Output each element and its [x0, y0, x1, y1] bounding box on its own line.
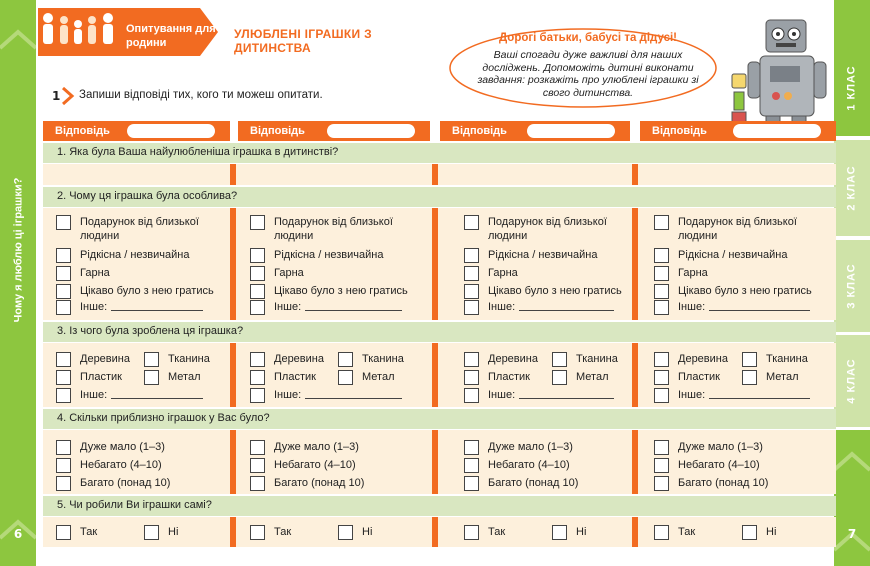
- answer-option[interactable]: [464, 476, 578, 491]
- option-label: Багато (понад 10): [678, 477, 769, 489]
- answer-option[interactable]: [464, 458, 570, 473]
- answer-option[interactable]: [56, 370, 122, 385]
- column-divider: [230, 164, 236, 185]
- answer-option[interactable]: [552, 352, 618, 367]
- checkbox[interactable]: [742, 525, 757, 540]
- checkbox[interactable]: [144, 352, 159, 367]
- checkbox[interactable]: [338, 352, 353, 367]
- answer-option[interactable]: [654, 388, 810, 403]
- grade-tab-4[interactable]: [834, 335, 870, 427]
- page-title: УЛЮБЛЕНІ ІГРАШКИ З ДИТИНСТВА: [234, 27, 372, 55]
- option-label: Подарунок від близької людини: [80, 216, 199, 242]
- option-label: Пластик: [274, 371, 316, 383]
- answer-option[interactable]: [464, 370, 530, 385]
- grade-tab-label: 3 КЛАС: [846, 263, 859, 309]
- write-in-line[interactable]: [519, 388, 614, 399]
- option-label: Цікаво було з нею гратись: [274, 285, 408, 297]
- answer-option[interactable]: [250, 266, 304, 281]
- option-label: Рідкісна / незвичайна: [274, 249, 384, 261]
- family-icon: [38, 8, 118, 48]
- option-label: Деревина: [80, 353, 130, 365]
- option-label: Інше:: [488, 389, 516, 401]
- column-divider: [632, 164, 638, 185]
- column-divider: [632, 517, 638, 547]
- option-label: Інше:: [678, 389, 706, 401]
- right-sidebar: [834, 0, 870, 566]
- checkbox[interactable]: [144, 525, 159, 540]
- option-label: Інше:: [274, 301, 302, 313]
- option-label: Дуже мало (1–3): [488, 441, 573, 453]
- grade-tab-label: 2 КЛАС: [846, 165, 859, 211]
- checkbox[interactable]: [552, 525, 567, 540]
- answer-option[interactable]: [654, 284, 812, 299]
- option-label: Метал: [362, 371, 395, 383]
- answer-column-header: [43, 121, 230, 141]
- answer-column-label: Відповідь: [55, 125, 110, 137]
- checkbox[interactable]: [464, 215, 479, 230]
- answer-column-label: Відповідь: [452, 125, 507, 137]
- answer-option[interactable]: [250, 248, 383, 263]
- column-divider: [432, 208, 438, 320]
- answer-option[interactable]: [654, 248, 787, 263]
- speech-bubble: [448, 27, 718, 109]
- column-divider: [432, 430, 438, 494]
- option-label: Тканина: [766, 353, 808, 365]
- answer-option[interactable]: [56, 476, 170, 491]
- checkbox[interactable]: [250, 525, 265, 540]
- checkbox[interactable]: [654, 388, 669, 403]
- answer-column-headers: [43, 121, 836, 141]
- grade-tab-label: 4 КЛАС: [846, 358, 859, 404]
- checkbox[interactable]: [56, 284, 71, 299]
- answer-option[interactable]: [144, 525, 178, 540]
- answer-option[interactable]: [742, 525, 776, 540]
- option-label: Подарунок від близької людини: [488, 216, 607, 242]
- answer-option[interactable]: [654, 440, 763, 455]
- answer-option[interactable]: [654, 476, 768, 491]
- checkbox[interactable]: [56, 525, 71, 540]
- option-label: Метал: [168, 371, 201, 383]
- question-text: 5. Чи робили Ви іграшки самі?: [57, 499, 212, 511]
- answer-option[interactable]: [250, 440, 359, 455]
- column-divider: [230, 208, 236, 320]
- option-label: Подарунок від близької людини: [678, 216, 797, 242]
- answer-option[interactable]: [338, 525, 372, 540]
- option-label: Ні: [362, 526, 373, 538]
- option-label: Цікаво було з нею гратись: [488, 285, 622, 297]
- grade-tab-2[interactable]: [834, 140, 870, 236]
- option-label: Гарна: [274, 267, 304, 279]
- answer-option[interactable]: [56, 525, 97, 540]
- question-text: 2. Чому ця іграшка була особлива?: [57, 190, 238, 202]
- answer-option[interactable]: [250, 215, 416, 243]
- answer-option[interactable]: [250, 352, 324, 367]
- answer-option[interactable]: [654, 370, 720, 385]
- answer-option[interactable]: [250, 458, 356, 473]
- answer-option[interactable]: [250, 370, 316, 385]
- answer-option[interactable]: [464, 388, 614, 403]
- checkbox[interactable]: [56, 388, 71, 403]
- option-label: Метал: [576, 371, 609, 383]
- option-label: Інше:: [678, 301, 706, 313]
- option-label: Тканина: [362, 353, 404, 365]
- option-label: Так: [80, 526, 98, 538]
- write-in-line[interactable]: [519, 300, 614, 311]
- checkbox[interactable]: [464, 476, 479, 491]
- checkbox[interactable]: [250, 352, 265, 367]
- checkbox[interactable]: [464, 266, 479, 281]
- respondent-name-field[interactable]: [527, 124, 615, 138]
- checkbox[interactable]: [56, 352, 71, 367]
- column-divider: [230, 517, 236, 547]
- checkbox[interactable]: [742, 370, 757, 385]
- checkbox[interactable]: [338, 370, 353, 385]
- grade-tab-1[interactable]: [834, 40, 870, 136]
- option-label: Гарна: [488, 267, 518, 279]
- checkbox[interactable]: [654, 440, 669, 455]
- checkbox[interactable]: [654, 300, 669, 315]
- answer-option[interactable]: [654, 215, 824, 243]
- right-sidebar-bottom: [834, 430, 870, 566]
- checkbox[interactable]: [464, 248, 479, 263]
- grade-tab-3[interactable]: [834, 240, 870, 332]
- option-label: Пластик: [678, 371, 720, 383]
- answer-column-header: [440, 121, 630, 141]
- arrow-right-icon: [60, 86, 76, 106]
- option-label: Ні: [576, 526, 587, 538]
- answer-option[interactable]: [464, 284, 622, 299]
- column-divider: [632, 430, 638, 494]
- option-label: Рідкісна / незвичайна: [678, 249, 788, 261]
- option-label: Інше:: [80, 301, 108, 313]
- answer-option[interactable]: [56, 215, 217, 243]
- write-in-line[interactable]: [305, 300, 402, 311]
- option-label: Метал: [766, 371, 799, 383]
- option-label: Рідкісна / незвичайна: [488, 249, 598, 261]
- checkbox[interactable]: [654, 266, 669, 281]
- checkbox[interactable]: [250, 440, 265, 455]
- answer-option[interactable]: [250, 476, 364, 491]
- bubble-title: Дорогі батьки, бабусі та дідусі!: [498, 32, 678, 44]
- column-divider: [432, 343, 438, 407]
- question-bar: [43, 187, 836, 207]
- checkbox[interactable]: [464, 440, 479, 455]
- option-label: Гарна: [80, 267, 110, 279]
- checkbox[interactable]: [654, 476, 669, 491]
- answer-option[interactable]: [654, 458, 760, 473]
- answer-option[interactable]: [250, 284, 408, 299]
- question-bar: [43, 322, 836, 342]
- column-divider: [230, 430, 236, 494]
- answer-option[interactable]: [56, 458, 162, 473]
- option-label: Інше:: [80, 389, 108, 401]
- checkbox[interactable]: [56, 476, 71, 491]
- checkbox[interactable]: [56, 300, 71, 315]
- answer-option[interactable]: [56, 300, 203, 315]
- question-text: 4. Скільки приблизно іграшок у Вас було?: [57, 412, 270, 424]
- answer-option[interactable]: [56, 388, 203, 403]
- checkbox[interactable]: [654, 370, 669, 385]
- answer-option[interactable]: [250, 300, 402, 315]
- option-label: Гарна: [678, 267, 708, 279]
- checkbox[interactable]: [464, 300, 479, 315]
- option-label: Дуже мало (1–3): [80, 441, 165, 453]
- checkbox[interactable]: [56, 248, 71, 263]
- answer-option[interactable]: [552, 525, 586, 540]
- answer-column-header: [640, 121, 836, 141]
- option-label: Багато (понад 10): [274, 477, 365, 489]
- chevron-up-icon: [834, 440, 870, 480]
- write-in-line[interactable]: [709, 300, 810, 311]
- page-number-left: 6: [13, 527, 23, 541]
- answer-option[interactable]: [338, 370, 395, 385]
- column-divider: [632, 343, 638, 407]
- option-label: Деревина: [274, 353, 324, 365]
- option-label: Небагато (4–10): [488, 459, 570, 471]
- option-label: Тканина: [576, 353, 618, 365]
- write-in-line[interactable]: [709, 388, 810, 399]
- checkbox[interactable]: [552, 370, 567, 385]
- option-label: Пластик: [80, 371, 122, 383]
- checkbox[interactable]: [338, 525, 353, 540]
- checkbox[interactable]: [250, 370, 265, 385]
- checkbox[interactable]: [56, 266, 71, 281]
- checkbox[interactable]: [56, 440, 71, 455]
- answer-option[interactable]: [552, 370, 609, 385]
- column-divider: [432, 164, 438, 185]
- right-sidebar-top: [834, 0, 870, 40]
- checkbox[interactable]: [464, 388, 479, 403]
- answer-band: [43, 164, 836, 185]
- answer-option[interactable]: [654, 266, 708, 281]
- answer-option[interactable]: [144, 352, 210, 367]
- checkbox[interactable]: [464, 525, 479, 540]
- respondent-name-field[interactable]: [127, 124, 215, 138]
- badge-label: Опитування для родини: [126, 23, 216, 49]
- checkbox[interactable]: [464, 352, 479, 367]
- option-label: Багато (понад 10): [80, 477, 171, 489]
- task-number: 1: [52, 89, 61, 103]
- option-label: Багато (понад 10): [488, 477, 579, 489]
- checkbox[interactable]: [464, 458, 479, 473]
- option-label: Рідкісна / незвичайна: [80, 249, 190, 261]
- checkbox[interactable]: [250, 215, 265, 230]
- option-label: Ні: [168, 526, 179, 538]
- survey-badge: [38, 8, 218, 56]
- option-label: Подарунок від близької людини: [274, 216, 393, 242]
- option-label: Деревина: [488, 353, 538, 365]
- grade-tab-label: 1 КЛАС: [846, 65, 859, 111]
- checkbox[interactable]: [654, 215, 669, 230]
- answer-option[interactable]: [742, 352, 808, 367]
- answer-option[interactable]: [56, 352, 130, 367]
- checkbox[interactable]: [654, 284, 669, 299]
- checkbox[interactable]: [250, 300, 265, 315]
- option-label: Пластик: [488, 371, 530, 383]
- checkbox[interactable]: [250, 458, 265, 473]
- answer-option[interactable]: [250, 388, 402, 403]
- page-number-right: 7: [847, 527, 857, 541]
- checkbox[interactable]: [654, 458, 669, 473]
- option-label: Так: [274, 526, 292, 538]
- task-instruction: Запиши відповіді тих, кого ти можеш опитати.: [79, 89, 323, 101]
- checkbox[interactable]: [56, 458, 71, 473]
- option-label: Цікаво було з нею гратись: [678, 285, 812, 297]
- question-bar: [43, 143, 836, 163]
- respondent-name-field[interactable]: [327, 124, 415, 138]
- option-label: Небагато (4–10): [678, 459, 760, 471]
- left-sidebar: [0, 0, 36, 566]
- checkbox[interactable]: [250, 284, 265, 299]
- checkbox[interactable]: [250, 476, 265, 491]
- option-label: Інше:: [488, 301, 516, 313]
- answer-column-header: [238, 121, 430, 141]
- answer-option[interactable]: [56, 440, 165, 455]
- question-bar: [43, 409, 836, 429]
- section-title-vertical: Чому я люблю ці іграшки?: [12, 177, 24, 323]
- answer-option[interactable]: [464, 300, 614, 315]
- answer-option[interactable]: [464, 440, 573, 455]
- answer-option[interactable]: [338, 352, 404, 367]
- option-label: Цікаво було з нею гратись: [80, 285, 214, 297]
- question-bar: [43, 496, 836, 516]
- answer-column-label: Відповідь: [250, 125, 305, 137]
- answer-option[interactable]: [144, 370, 201, 385]
- option-label: Дуже мало (1–3): [678, 441, 763, 453]
- option-label: Дуже мало (1–3): [274, 441, 359, 453]
- option-label: Так: [488, 526, 506, 538]
- checkbox[interactable]: [654, 352, 669, 367]
- column-divider: [432, 517, 438, 547]
- option-label: Небагато (4–10): [80, 459, 162, 471]
- option-label: Інше:: [274, 389, 302, 401]
- answer-column-label: Відповідь: [652, 125, 707, 137]
- question-text: 1. Яка була Ваша найулюбленіша іграшка в дитинстві?: [57, 146, 339, 158]
- answer-option[interactable]: [250, 525, 291, 540]
- column-divider: [230, 343, 236, 407]
- checkbox[interactable]: [654, 248, 669, 263]
- respondent-name-field[interactable]: [733, 124, 821, 138]
- write-in-line[interactable]: [111, 388, 203, 399]
- answer-option[interactable]: [56, 266, 110, 281]
- checkbox[interactable]: [464, 284, 479, 299]
- checkbox[interactable]: [552, 352, 567, 367]
- checkbox[interactable]: [144, 370, 159, 385]
- option-label: Деревина: [678, 353, 728, 365]
- option-label: Тканина: [168, 353, 210, 365]
- question-text: 3. Із чого була зроблена ця іграшка?: [57, 325, 244, 337]
- option-label: Так: [678, 526, 696, 538]
- bubble-body: Ваші спогади дуже важливі для наших досліджень. Допоможіть дитині виконати завдання: розкажіть про улюблені іграшки зі свого дитинства.: [477, 49, 699, 99]
- checkbox[interactable]: [464, 370, 479, 385]
- write-in-line[interactable]: [111, 300, 203, 311]
- answer-option[interactable]: [654, 352, 728, 367]
- option-label: Ні: [766, 526, 777, 538]
- column-divider: [632, 208, 638, 320]
- answer-option[interactable]: [56, 284, 214, 299]
- write-in-line[interactable]: [305, 388, 402, 399]
- answer-option[interactable]: [742, 370, 799, 385]
- answer-option[interactable]: [654, 525, 695, 540]
- answer-option[interactable]: [464, 215, 628, 243]
- answer-option[interactable]: [464, 525, 505, 540]
- answer-option[interactable]: [464, 352, 538, 367]
- checkbox[interactable]: [56, 370, 71, 385]
- answer-option[interactable]: [56, 248, 189, 263]
- answer-option[interactable]: [464, 266, 518, 281]
- option-label: Небагато (4–10): [274, 459, 356, 471]
- checkbox[interactable]: [250, 388, 265, 403]
- checkbox[interactable]: [742, 352, 757, 367]
- checkbox[interactable]: [654, 525, 669, 540]
- checkbox[interactable]: [250, 248, 265, 263]
- answer-option[interactable]: [654, 300, 810, 315]
- answer-option[interactable]: [464, 248, 597, 263]
- checkbox[interactable]: [250, 266, 265, 281]
- checkbox[interactable]: [56, 215, 71, 230]
